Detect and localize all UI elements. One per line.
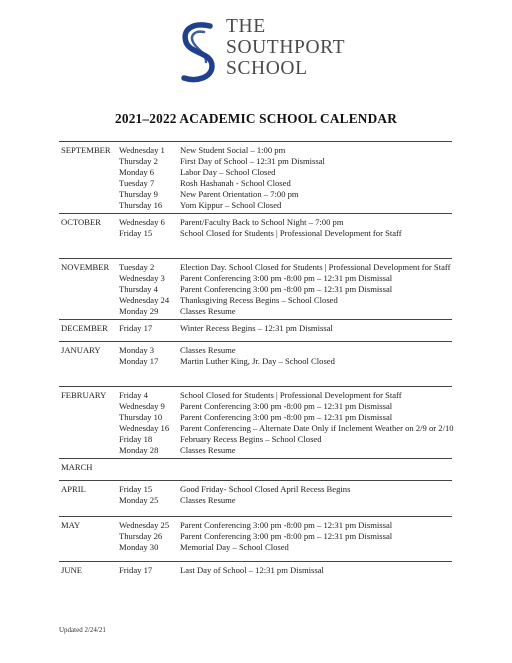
day-entry: Tuesday 7 bbox=[119, 178, 155, 188]
month-section-september bbox=[59, 141, 452, 214]
event-entry: Parent Conferencing – Alternate Date Only if Inclement Weather on 2/9 or 2/10 bbox=[180, 423, 454, 433]
event-entry: Parent Conferencing 3:00 pm -8:00 pm – 12:31 pm Dismissal bbox=[180, 531, 393, 541]
day-entry: Wednesday 24 bbox=[119, 295, 170, 305]
event-column bbox=[180, 345, 335, 367]
month-label: DECEMBER bbox=[61, 323, 108, 333]
day-column bbox=[119, 262, 169, 317]
event-column bbox=[180, 217, 402, 239]
day-entry: Thursday 16 bbox=[119, 200, 163, 210]
event-entry: Parent Conferencing 3:00 pm -8:00 pm – 12:31 pm Dismissal bbox=[180, 520, 393, 530]
month-label: APRIL bbox=[61, 484, 86, 494]
day-entry: Thursday 26 bbox=[119, 531, 163, 541]
event-entry: Martin Luther King, Jr. Day – School Closed bbox=[180, 356, 335, 366]
month-section-december bbox=[59, 319, 452, 337]
day-column bbox=[119, 390, 169, 456]
day-entry: Monday 6 bbox=[119, 167, 155, 177]
logo-wordmark bbox=[226, 16, 345, 79]
month-section-january bbox=[59, 341, 452, 370]
event-entry: Parent Conferencing 3:00 pm -8:00 pm – 12:31 pm Dismissal bbox=[180, 412, 393, 422]
month-section-february bbox=[59, 386, 452, 459]
day-entry: Monday 3 bbox=[119, 345, 155, 355]
day-entry: Friday 18 bbox=[119, 434, 153, 444]
day-column bbox=[119, 145, 165, 211]
logo-line-3: SCHOOL bbox=[226, 58, 308, 79]
month-section-may bbox=[59, 516, 452, 556]
event-entry: Classes Resume bbox=[180, 345, 236, 355]
event-column bbox=[180, 145, 325, 211]
event-entry: Classes Resume bbox=[180, 495, 236, 505]
event-entry: School Closed for Students | Professional Development for Staff bbox=[180, 390, 402, 400]
event-column bbox=[180, 484, 350, 506]
event-entry: Winter Recess Begins – 12:31 pm Dismissal bbox=[180, 323, 333, 333]
day-column bbox=[119, 520, 169, 553]
event-entry: Classes Resume bbox=[180, 445, 236, 455]
event-entry: Last Day of School – 12:31 pm Dismissal bbox=[180, 565, 324, 575]
page-title: 2021–2022 ACADEMIC SCHOOL CALENDAR bbox=[115, 111, 397, 126]
logo-line-1: THE bbox=[226, 16, 266, 37]
event-entry: Parent/Faculty Back to School Night – 7:00 pm bbox=[180, 217, 344, 227]
day-entry: Wednesday 6 bbox=[119, 217, 165, 227]
event-entry: Good Friday- School Closed April Recess Begins bbox=[180, 484, 351, 494]
day-entry: Wednesday 25 bbox=[119, 520, 170, 530]
month-section-october bbox=[59, 213, 452, 242]
day-entry: Friday 17 bbox=[119, 565, 153, 575]
event-entry: Parent Conferencing 3:00 pm -8:00 pm – 12:31 pm Dismissal bbox=[180, 401, 393, 411]
day-entry: Friday 17 bbox=[119, 323, 153, 333]
day-column bbox=[119, 565, 152, 576]
day-entry: Wednesday 16 bbox=[119, 423, 170, 433]
event-entry: First Day of School – 12:31 pm Dismissal bbox=[180, 156, 325, 166]
day-column bbox=[119, 484, 158, 506]
day-entry: Thursday 9 bbox=[119, 189, 158, 199]
month-label: SEPTEMBER bbox=[61, 145, 111, 155]
event-entry: Election Day. School Closed for Students | Professional Development for Staff bbox=[180, 262, 451, 272]
event-entry: New Student Social – 1:00 pm bbox=[180, 145, 286, 155]
event-entry: New Parent Orientation – 7:00 pm bbox=[180, 189, 299, 199]
day-entry: Tuesday 2 bbox=[119, 262, 155, 272]
day-entry: Friday 15 bbox=[119, 228, 153, 238]
event-entry: Classes Resume bbox=[180, 306, 236, 316]
month-section-april bbox=[59, 480, 452, 509]
event-entry: Rosh Hashanah - School Closed bbox=[180, 178, 291, 188]
month-section-march bbox=[59, 458, 452, 476]
month-label: FEBRUARY bbox=[61, 390, 107, 400]
month-label: JANUARY bbox=[61, 345, 101, 355]
day-entry: Thursday 2 bbox=[119, 156, 158, 166]
month-label: MAY bbox=[61, 520, 81, 530]
event-entry: School Closed for Students | Professional Development for Staff bbox=[180, 228, 402, 238]
day-entry: Monday 28 bbox=[119, 445, 159, 455]
event-entry: Memorial Day – School Closed bbox=[180, 542, 289, 552]
day-entry: Wednesday 1 bbox=[119, 145, 165, 155]
day-entry: Thursday 10 bbox=[119, 412, 163, 422]
event-entry: February Recess Begins – School Closed bbox=[180, 434, 322, 444]
s-logo-icon bbox=[178, 20, 218, 86]
month-section-june bbox=[59, 561, 452, 579]
updated-note: Updated 2/24/21 bbox=[59, 626, 106, 634]
event-entry: Labor Day – School Closed bbox=[180, 167, 276, 177]
month-label: MARCH bbox=[61, 462, 93, 472]
month-label: OCTOBER bbox=[61, 217, 101, 227]
month-section-november bbox=[59, 258, 452, 320]
event-entry: Parent Conferencing 3:00 pm -8:00 pm – 12:31 pm Dismissal bbox=[180, 273, 393, 283]
day-column bbox=[119, 345, 158, 367]
day-entry: Friday 4 bbox=[119, 390, 148, 400]
event-column bbox=[180, 262, 450, 317]
day-entry: Monday 30 bbox=[119, 542, 159, 552]
school-logo bbox=[178, 14, 348, 90]
event-column bbox=[180, 323, 333, 334]
day-column bbox=[119, 217, 165, 239]
day-entry: Thursday 4 bbox=[119, 284, 158, 294]
day-entry: Monday 17 bbox=[119, 356, 159, 366]
event-entry: Thanksgiving Recess Begins – School Closed bbox=[180, 295, 338, 305]
event-entry: Yom Kippur – School Closed bbox=[180, 200, 282, 210]
logo-line-2: SOUTHPORT bbox=[226, 37, 346, 58]
day-entry: Friday 15 bbox=[119, 484, 153, 494]
event-entry: Parent Conferencing 3:00 pm -8:00 pm – 12:31 pm Dismissal bbox=[180, 284, 393, 294]
month-label: JUNE bbox=[61, 565, 83, 575]
day-entry: Monday 29 bbox=[119, 306, 159, 316]
event-column bbox=[180, 390, 454, 456]
day-column bbox=[119, 323, 152, 334]
day-entry: Wednesday 3 bbox=[119, 273, 165, 283]
event-column bbox=[180, 565, 324, 576]
month-label: NOVEMBER bbox=[61, 262, 110, 272]
day-entry: Wednesday 9 bbox=[119, 401, 165, 411]
event-column bbox=[180, 520, 392, 553]
day-entry: Monday 25 bbox=[119, 495, 159, 505]
